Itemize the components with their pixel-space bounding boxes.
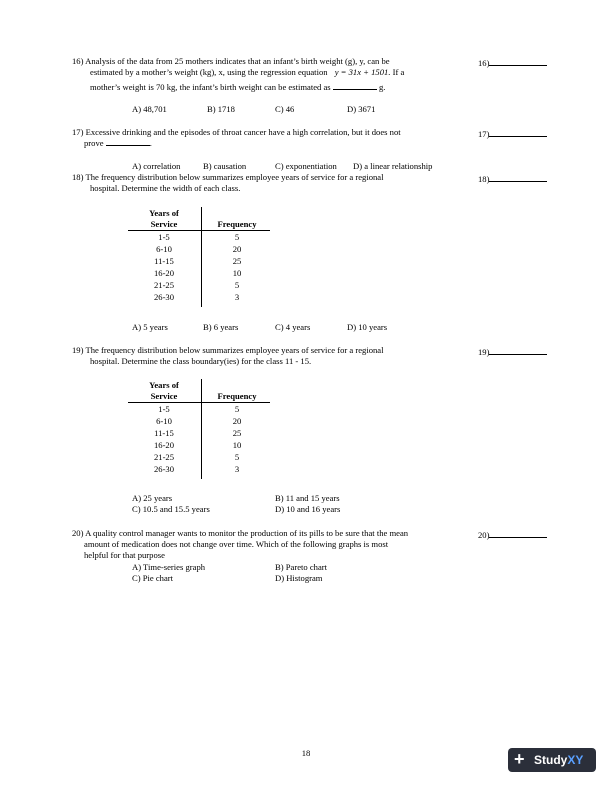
q16-answer-label: 16) [478,58,490,68]
q20-number: 20) [72,528,84,538]
table-cell: 10 [232,440,242,450]
q16-fill-blank [333,89,377,90]
q19-answer-line[interactable] [478,345,568,358]
q17-option-a[interactable]: A) correlation [132,161,181,171]
q16-stem-line1 [72,56,390,67]
q16-text-line3: mother’s weight is 70 kg, the infant’s birth weight can be estimated as [90,82,331,92]
q16-option-d[interactable]: D) 3671 [347,104,376,114]
q17-answer-blank[interactable] [489,127,547,137]
q16-text-line3-tail: g. [378,82,386,92]
q18-table-vertical-rule [201,207,202,307]
table-row: 16-20 [153,440,175,450]
page-number: 18 [301,748,311,758]
q19-stem-line1 [72,345,384,356]
q20-stem-line1 [72,528,408,539]
q17-text-line2-tail: . [149,138,152,148]
q18-text-line2: hospital. Determine the width of each class. [90,183,241,193]
q18-answer-label: 18) [478,174,490,184]
table-row: 1-5 [158,232,170,242]
q18-col-header-years: Years of Service [149,208,179,229]
q17-fill-blank [106,145,150,146]
q16-number: 16) [72,56,84,66]
table-cell: 3 [234,292,240,302]
q19-table-vertical-rule [201,379,202,479]
q16-option-a[interactable]: A) 48,701 [132,104,167,114]
table-row: 21-25 [153,452,175,462]
table-cell: 20 [232,416,242,426]
table-cell: 25 [232,428,242,438]
q20-option-b[interactable]: B) Pareto chart [275,562,328,572]
table-row: 21-25 [153,280,175,290]
table-cell: 10 [232,268,242,278]
table-cell: 5 [234,232,240,242]
q17-number: 17) [72,127,84,137]
q19-answer-blank[interactable] [489,345,547,355]
q16-stem-line3 [90,82,385,93]
q16-answer-line[interactable] [478,56,568,69]
q19-option-a[interactable]: A) 25 years [132,493,173,503]
q17-text-line2: prove [84,138,104,148]
q17-text-line1: Excessive drinking and the episodes of throat cancer have a high correlation, but it does not [85,127,401,137]
q16-text-line2-tail: If a [390,67,405,77]
q20-option-c[interactable]: C) Pie chart [132,573,174,583]
q16-stem-line2 [90,67,404,78]
q20-answer-label: 20) [478,530,490,540]
q18-answer-blank[interactable] [489,172,547,182]
q18-option-a[interactable]: A) 5 years [132,322,168,332]
q16-text-line2: estimated by a mother’s weight (kg), x, using the regression equation [90,67,328,77]
table-row: 1-5 [158,404,170,414]
q20-text-line2: amount of medication does not change over time. Which of the following graphs is most [84,539,389,549]
q19-table-header-rule [128,402,270,403]
table-cell: 25 [232,256,242,266]
q17-stem-line2 [84,138,152,149]
q18-table-header-rule [128,230,270,231]
table-row: 26-30 [153,292,175,302]
q20-text-line1: A quality control manager wants to monitor the production of its pills to be sure that the mean [85,528,409,538]
q20-answer-blank[interactable] [489,528,547,538]
q19-answer-label: 19) [478,347,490,357]
table-row: 26-30 [153,464,175,474]
q16-equation: y = 31x + 1501. [334,67,391,77]
q19-text-line2: hospital. Determine the class boundary(ies) for the class 11 - 15. [90,356,312,366]
table-cell: 5 [234,404,240,414]
q17-answer-label: 17) [478,129,490,139]
table-row: 16-20 [153,268,175,278]
q17-stem-line1 [72,127,401,138]
q19-text-line1: The frequency distribution below summarizes employee years of service for a regional [85,345,384,355]
q18-number: 18) [72,172,84,182]
q17-option-d[interactable]: D) a linear relationship [353,161,433,171]
q16-answer-blank[interactable] [489,56,547,66]
q19-option-c[interactable]: C) 10.5 and 15.5 years [132,504,210,514]
q18-text-line1: The frequency distribution below summarizes employee years of service for a regional [85,172,384,182]
q17-option-c[interactable]: C) exponentiation [275,161,337,171]
q16-option-c[interactable]: C) 46 [275,104,295,114]
table-cell: 5 [234,452,240,462]
q20-option-a[interactable]: A) Time-series graph [132,562,206,572]
q19-col-header-frequency: Frequency [217,391,257,401]
q19-option-b[interactable]: B) 11 and 15 years [275,493,340,503]
q19-option-d[interactable]: D) 10 and 16 years [275,504,341,514]
q16-text-line1: Analysis of the data from 25 mothers indicates that an infant’s birth weight (g), y, can be [85,56,390,66]
q18-option-c[interactable]: C) 4 years [275,322,311,332]
q19-col-header-years: Years of Service [149,380,179,401]
table-row: 11-15 [154,428,174,438]
q18-option-b[interactable]: B) 6 years [203,322,239,332]
q18-option-d[interactable]: D) 10 years [347,322,388,332]
q18-stem-line1 [72,172,384,183]
studyxy-logo[interactable] [508,748,596,772]
q17-answer-line[interactable] [478,127,568,140]
q18-col-header-frequency: Frequency [217,219,257,229]
table-cell: 5 [234,280,240,290]
table-row: 6-10 [156,244,172,254]
table-cell: 20 [232,244,242,254]
q17-option-b[interactable]: B) causation [203,161,247,171]
q16-option-b[interactable]: B) 1718 [207,104,235,114]
plus-icon: + [514,749,525,769]
q20-option-d[interactable]: D) Histogram [275,573,323,583]
q18-answer-line[interactable] [478,172,568,185]
q19-number: 19) [72,345,84,355]
q20-text-line3: helpful for that purpose [84,550,165,560]
brand-name: StudyXY [534,753,584,767]
q20-answer-line[interactable] [478,528,568,541]
table-row: 6-10 [156,416,172,426]
table-cell: 3 [234,464,240,474]
table-row: 11-15 [154,256,174,266]
